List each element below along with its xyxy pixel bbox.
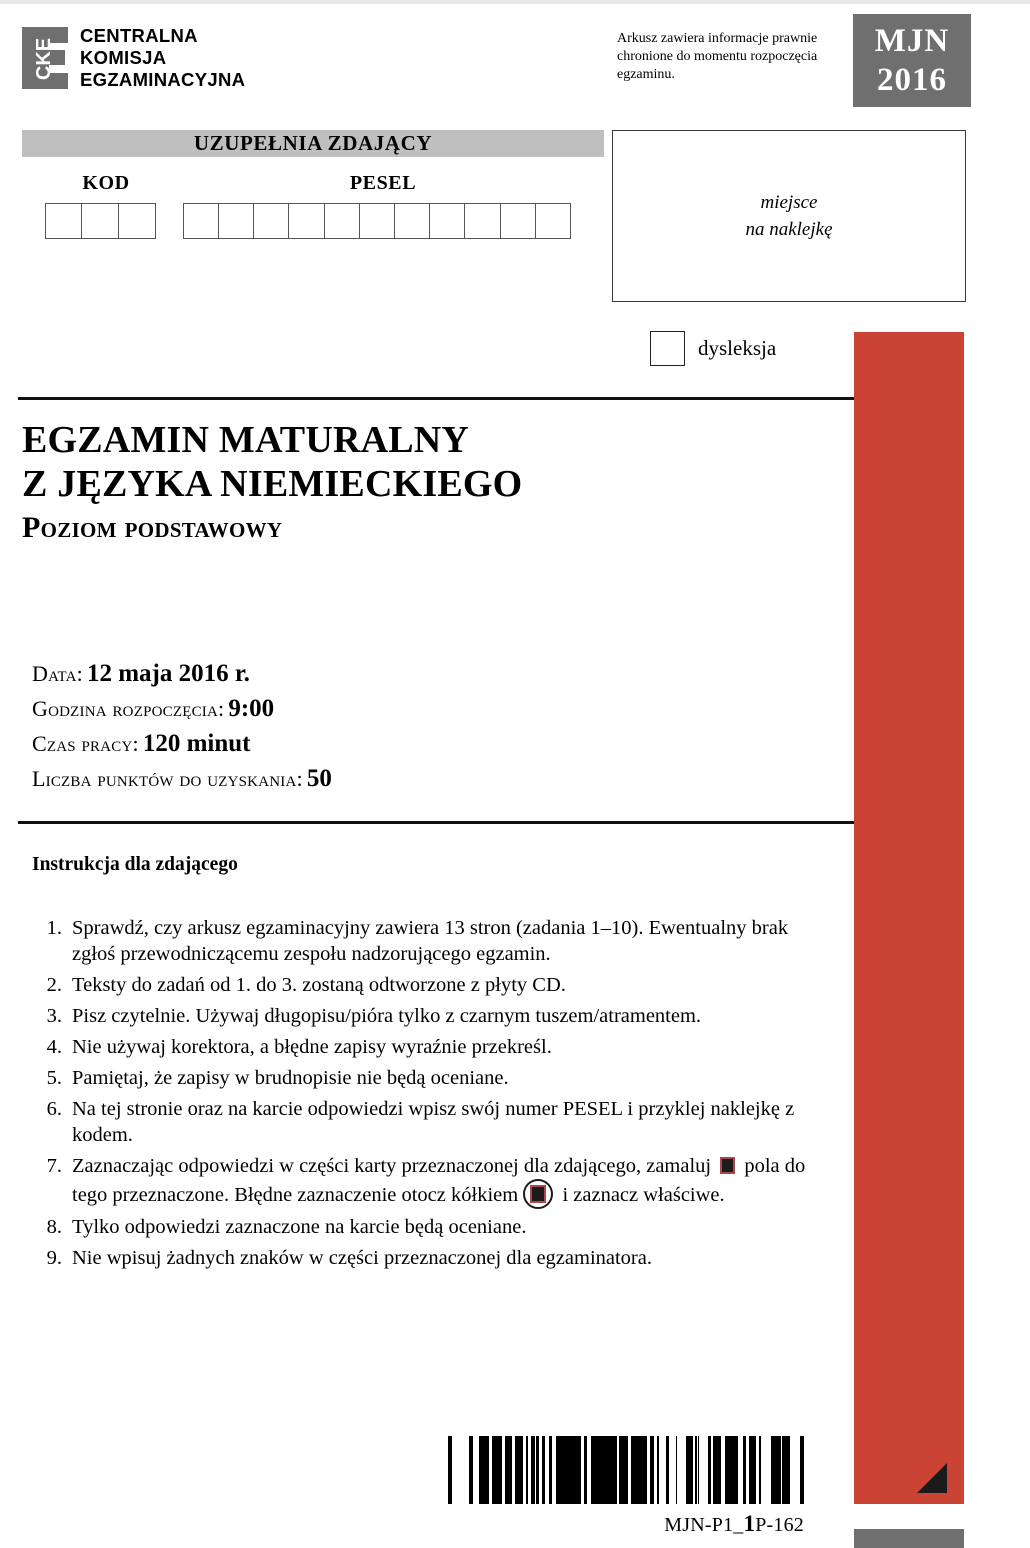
instruction-number: 2. [46,974,62,996]
input-cell[interactable] [81,203,119,239]
input-cell[interactable] [429,203,466,239]
input-cell[interactable] [183,203,220,239]
dyslexia-row [650,331,776,366]
corner-triangle-icon [917,1463,947,1493]
pesel-label: PESEL [349,172,417,194]
exam-code-year: 2016 [877,61,947,98]
instruction-text: Na tej stronie oraz na karcie odpowiedzi wpisz swój numer PESEL i przyklej naklejkę z kodem. [72,1098,795,1146]
instruction-number: 7. [46,1155,62,1177]
instruction-item [24,1245,824,1271]
input-cell[interactable] [359,203,396,239]
logo-line-1: CENTRALNA [80,25,198,46]
red-side-bar [854,332,964,1504]
instruction-item [24,1034,824,1060]
instruction-item [24,1096,824,1148]
sticker-line-1: miejsce [760,192,818,213]
meta-value: 12 maja 2016 r. [86,660,250,687]
instruction-number: 6. [46,1098,62,1120]
input-cell[interactable] [394,203,431,239]
instruction-text: Pisz czytelnie. Używaj długopisu/pióra tylko z czarnym tuszem/atramentem. [72,1005,702,1027]
candidate-section-banner: UZUPEŁNIA ZDAJĄCY [22,130,604,157]
sticker-placeholder-box[interactable] [612,130,966,302]
barcode-caption-bold: 1 [743,1511,756,1536]
instruction-number: 5. [46,1067,62,1089]
cke-logo-mark-text: CKE [33,37,55,81]
meta-row [32,695,732,723]
instruction-number: 1. [46,917,62,939]
instruction-text: Sprawdź, czy arkusz egzaminacyjny zawiera 13 stron (zadania 1–10). Ewentualny brak zgłoś przewodniczącemu zespołu nadzorującego egzamin. [72,917,789,965]
meta-value: 50 [306,765,332,792]
page-title [22,418,822,546]
instruction-item [24,1214,824,1240]
kod-input-cells[interactable] [46,203,156,239]
exam-code-box [853,14,971,107]
instruction-item [24,1153,824,1209]
instructions-list [24,915,824,1276]
circled-square-marker-icon [523,1179,553,1209]
meta-value: 120 minut [142,730,251,757]
exam-meta-block [32,660,732,800]
meta-label: Liczba punktów do uzyskania: [32,766,303,791]
barcode-caption-suffix: P-162 [755,1514,804,1536]
input-cell[interactable] [253,203,290,239]
input-cell[interactable] [464,203,501,239]
cke-logo-wordmark [80,25,245,91]
kod-label: KOD [82,172,130,194]
exam-level: Poziom podstawowy [22,511,283,544]
protection-note: Arkusz zawiera informacje prawnie chronione do momentu rozpoczęcia egzaminu. [617,31,818,82]
top-edge-strip [0,0,1030,4]
instruction-text: Pamiętaj, że zapisy w brudnopisie nie będą oceniane. [72,1067,509,1089]
instruction-number: 9. [46,1247,62,1269]
meta-row [32,730,732,758]
dyslexia-checkbox[interactable] [650,331,685,366]
meta-label: Godzina rozpoczęcia: [32,696,225,721]
meta-row [32,660,732,688]
instruction-item [24,915,824,967]
input-cell[interactable] [535,203,572,239]
barcode-bar [800,1436,804,1504]
sticker-line-2: na naklejkę [745,219,833,240]
meta-value: 9:00 [228,695,275,722]
barcode [448,1436,804,1504]
instruction-item [24,1003,824,1029]
barcode-caption [448,1511,804,1537]
gray-bottom-bar [854,1529,964,1548]
cke-logo-mark-icon [22,27,68,89]
instruction-number: 3. [46,1005,62,1027]
input-cell[interactable] [288,203,325,239]
divider-top [18,396,854,401]
instruction-number: 4. [46,1036,62,1058]
meta-label: Czas pracy: [32,731,139,756]
instruction-text: Nie używaj korektora, a błędne zapisy wyraźnie przekreśl. [72,1036,552,1058]
pesel-input-cells[interactable] [184,203,571,239]
input-cell[interactable] [118,203,156,239]
instruction-item [24,972,824,998]
instruction-text: Tylko odpowiedzi zaznaczone na karcie będą oceniane. [72,1216,527,1238]
logo-line-3: EGZAMINACYJNA [80,69,246,90]
instruction-text: Nie wpisuj żadnych znaków w części przeznaczonej dla egzaminatora. [72,1247,652,1269]
instruction-item [24,1065,824,1091]
instruction-text: Teksty do zadań od 1. do 3. zostaną odtworzone z płyty CD. [72,974,566,996]
instruction-number: 8. [46,1216,62,1238]
title-line-2: Z JĘZYKA NIEMIECKIEGO [22,463,523,505]
filled-square-marker-icon [720,1157,735,1174]
input-cell[interactable] [218,203,255,239]
dyslexia-label: dysleksja [698,336,777,360]
title-line-1: EGZAMIN MATURALNY [22,419,470,461]
instruction-text: Zaznaczając odpowiedzi w części karty przeznaczonej dla zdającego, zamaluj pola do tego przeznaczone. Błędne zaznaczenie otocz kółkiem i zaznacz właściwe. [72,1153,824,1209]
input-cell[interactable] [45,203,83,239]
divider-bottom [18,820,854,825]
cke-logo [22,25,245,91]
logo-line-2: KOMISJA [80,47,167,68]
input-cell[interactable] [324,203,361,239]
meta-label: Data: [32,661,83,686]
instructions-heading: Instrukcja dla zdającego [32,854,238,875]
input-cell[interactable] [500,203,537,239]
exam-code-subject: MJN [874,22,950,59]
meta-row [32,765,732,793]
barcode-caption-prefix: MJN-P1_ [664,1514,744,1536]
